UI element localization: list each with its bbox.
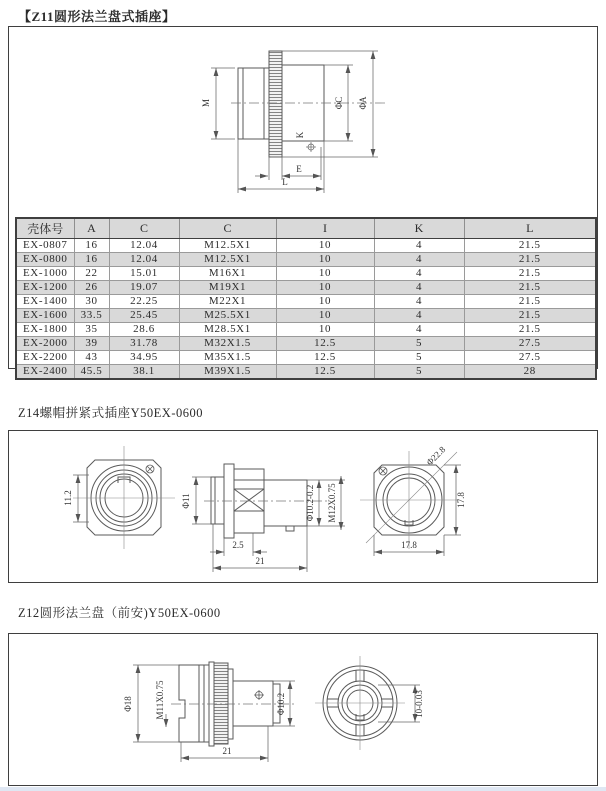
screw-icon: [146, 465, 154, 473]
table-cell: 12.5: [276, 337, 374, 351]
z14-back-width-label: 17.8: [401, 540, 417, 550]
z14-side-total-dim-label: 21: [255, 556, 265, 566]
table-row: [16, 253, 596, 267]
table-cell: 5: [374, 365, 464, 380]
z14-side-flange-dim-label: 2.5: [232, 540, 244, 550]
table-cell: 21.5: [464, 267, 596, 281]
z11-label-phi-c: ΦC: [334, 96, 344, 110]
table-cell: 4: [374, 267, 464, 281]
table-cell: 4: [374, 323, 464, 337]
table-cell: 22: [74, 267, 109, 281]
z11-label-l: L: [282, 177, 288, 187]
table-row: [16, 281, 596, 295]
table-row: [16, 295, 596, 309]
table-header-cell: I: [276, 218, 374, 239]
table-cell: 10: [276, 281, 374, 295]
z14-front-height-label: 11.2: [63, 490, 73, 506]
z12-side-dia-right-label: Φ10.2: [276, 692, 286, 716]
z11-dimension-lines: [211, 51, 378, 193]
table-cell: M12.5X1: [179, 239, 276, 253]
table-cell: 21.5: [464, 281, 596, 295]
table-body: [16, 239, 596, 380]
table-cell: 33.5: [74, 309, 109, 323]
table-cell: 10: [276, 239, 374, 253]
table-cell: EX-1600: [16, 309, 74, 323]
table-cell: 28: [464, 365, 596, 380]
table-cell: 4: [374, 239, 464, 253]
table-cell: 27.5: [464, 351, 596, 365]
table-cell: 12.04: [109, 253, 179, 267]
footer-strip: [0, 787, 606, 791]
table-cell: EX-1200: [16, 281, 74, 295]
table-cell: M39X1.5: [179, 365, 276, 380]
table-cell: 45.5: [74, 365, 109, 380]
knurl-ring: [214, 663, 228, 744]
table-cell: 34.95: [109, 351, 179, 365]
table-cell: 28.6: [109, 323, 179, 337]
table-cell: 10: [276, 309, 374, 323]
z14-side-dia-left-label: Φ11: [181, 493, 191, 509]
table-cell: M35X1.5: [179, 351, 276, 365]
table-row: [16, 323, 596, 337]
table-cell: 10: [276, 295, 374, 309]
table-cell: M25.5X1: [179, 309, 276, 323]
table-cell: M22X1: [179, 295, 276, 309]
table-cell: 21.5: [464, 295, 596, 309]
table-cell: 12.04: [109, 239, 179, 253]
table-cell: 21.5: [464, 309, 596, 323]
table-cell: 10: [276, 267, 374, 281]
table-row: [16, 267, 596, 281]
table-cell: 16: [74, 253, 109, 267]
z14-back-dims: [374, 465, 461, 556]
table-cell: 25.45: [109, 309, 179, 323]
table-cell: 43: [74, 351, 109, 365]
z12-side-total-dim-label: 21: [222, 746, 232, 756]
table-cell: 30: [74, 295, 109, 309]
z12-side-thread-label: M11X0.75: [155, 680, 165, 720]
z14-back-height-label: 17.8: [456, 492, 466, 508]
table-header-row: [16, 218, 596, 239]
table-cell: M12.5X1: [179, 253, 276, 267]
screw-icon: [379, 467, 387, 475]
table-cell: 35: [74, 323, 109, 337]
z12-front-crosshair: [315, 656, 405, 750]
table-cell: 12.5: [276, 351, 374, 365]
z11-panel: [8, 26, 598, 377]
table-cell: EX-2400: [16, 365, 74, 380]
table-cell: 4: [374, 281, 464, 295]
table-cell: EX-1400: [16, 295, 74, 309]
table-cell: M28.5X1: [179, 323, 276, 337]
table-header-cell: C: [179, 218, 276, 239]
z14-front-crosshair: [73, 446, 175, 549]
table-cell: 4: [374, 295, 464, 309]
table-header-cell: K: [374, 218, 464, 239]
table-cell: EX-2000: [16, 337, 74, 351]
table-cell: EX-0800: [16, 253, 74, 267]
table-header-cell: 壳体号: [16, 218, 74, 239]
z11-dimension-table: [15, 217, 597, 380]
z11-label-e: E: [296, 164, 302, 174]
table-cell: 22.25: [109, 295, 179, 309]
z12-side-dia-outer-label: Φ18: [123, 696, 133, 712]
z12-front-inner-dim-label: 10-0.03: [414, 690, 424, 718]
table-cell: EX-1800: [16, 323, 74, 337]
z14-back-crosshair: [360, 451, 458, 549]
table-header-cell: A: [74, 218, 109, 239]
table-cell: 39: [74, 337, 109, 351]
table-cell: EX-0807: [16, 239, 74, 253]
table-cell: 10: [276, 323, 374, 337]
table-cell: M19X1: [179, 281, 276, 295]
table-row: [16, 239, 596, 253]
z14-side-dia-right-label: Φ10.2-0.2: [305, 484, 315, 522]
z11-label-m: M: [201, 98, 211, 108]
table-row: [16, 337, 596, 351]
z14-drawing: [9, 431, 596, 581]
knurl-ring: [269, 51, 282, 157]
z11-label-k: K: [295, 131, 305, 139]
table-cell: M32X1.5: [179, 337, 276, 351]
z11-part-outline: [238, 51, 324, 157]
screw-icon: [254, 690, 264, 700]
table-cell: 10: [276, 253, 374, 267]
table-cell: 26: [74, 281, 109, 295]
table-cell: 15.01: [109, 267, 179, 281]
z14-back-dia-diag-label: Φ22.8: [424, 444, 448, 468]
z11-label-phi-a: ΦA: [358, 96, 368, 110]
table-header-cell: L: [464, 218, 596, 239]
table-cell: 21.5: [464, 323, 596, 337]
table-header-cell: C: [109, 218, 179, 239]
table-cell: 27.5: [464, 337, 596, 351]
table-cell: 31.78: [109, 337, 179, 351]
page-title: 【Z11圆形法兰盘式插座】: [18, 9, 176, 24]
table-cell: 16: [74, 239, 109, 253]
table-cell: 5: [374, 337, 464, 351]
z14-panel: [8, 430, 598, 583]
table-cell: 12.5: [276, 365, 374, 380]
table-cell: 19.07: [109, 281, 179, 295]
table-cell: 21.5: [464, 253, 596, 267]
table-cell: 21.5: [464, 239, 596, 253]
z11-side-view-drawing: [9, 27, 596, 215]
table-cell: 4: [374, 309, 464, 323]
table-row: [16, 309, 596, 323]
z12-drawing: [9, 634, 596, 784]
table-cell: 4: [374, 253, 464, 267]
table-cell: 5: [374, 351, 464, 365]
table-cell: 38.1: [109, 365, 179, 380]
z12-panel: [8, 633, 598, 786]
z14-section-title: Z14螺帽拼紧式插座Y50EX-0600: [18, 406, 203, 420]
z12-section-title: Z12圆形法兰盘（前安)Y50EX-0600: [18, 606, 221, 620]
table-row: [16, 365, 596, 380]
z14-side-thread-label: M12X0.75: [327, 483, 337, 523]
table-cell: EX-2200: [16, 351, 74, 365]
table-row: [16, 351, 596, 365]
center-mark-icon: [306, 142, 316, 152]
table-cell: M16X1: [179, 267, 276, 281]
table-cell: EX-1000: [16, 267, 74, 281]
